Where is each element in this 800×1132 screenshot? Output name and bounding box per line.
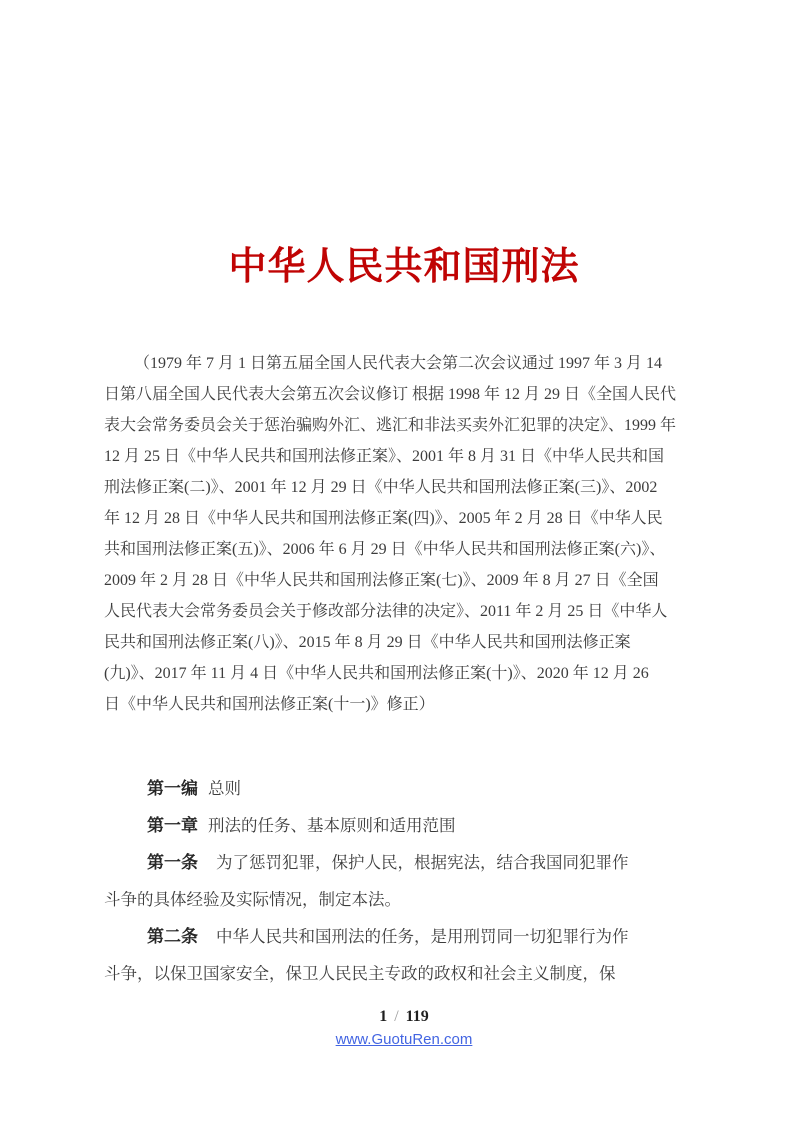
part-heading-text: 总则 (208, 779, 241, 798)
preamble-line: 12 月 25 日《中华人民共和国刑法修正案》、2001 年 8 月 31 日《中华人民共和国 (104, 448, 665, 465)
chapter-heading-text: 刑法的任务、基本原则和适用范围 (208, 816, 456, 835)
preamble-line: 年 12 月 28 日《中华人民共和国刑法修正案(四)》、2005 年 2 月 28 日《中华人民 (104, 510, 663, 527)
preamble-line: 民共和国刑法修正案(八)》、2015 年 8 月 29 日《中华人民共和国刑法修正案 (104, 634, 631, 651)
total-page-count: 119 (405, 1008, 429, 1025)
preamble-line: （1979 年 7 月 1 日第五届全国人民代表大会第二次会议通过 1997 年 3 月 14 (134, 355, 663, 372)
article-2-line-2 (104, 955, 704, 992)
preamble-line: 表大会常务委员会关于惩治骗购外汇、逃汇和非法买卖外汇犯罪的决定》、1999 年 (104, 417, 677, 434)
page-number-indicator (104, 1005, 704, 1029)
preamble-line: (九)》、2017 年 11 月 4 日《中华人民共和国刑法修正案(十)》、2020 年 12 月 26 (104, 665, 649, 682)
article-2-line-1 (104, 918, 704, 955)
current-page-number: 1 (379, 1008, 388, 1025)
preamble-line: 2009 年 2 月 28 日《中华人民共和国刑法修正案(七)》、2009 年 8 月 27 日《全国 (104, 572, 659, 589)
page-title: 中华人民共和国刑法 (228, 246, 580, 288)
article-1-line-1 (104, 844, 704, 881)
article-1-text-continued: 斗争的具体经验及实际情况，制定本法。 (104, 890, 401, 909)
page-footer (104, 1005, 704, 1051)
preamble-line: 日第八届全国人民代表大会第五次会议修订 根据 1998 年 12 月 29 日《全国人民代 (104, 386, 677, 403)
article-2-text-continued: 斗争，以保卫国家安全，保卫人民民主专政的政权和社会主义制度，保 (104, 964, 616, 983)
preamble-paragraph (104, 348, 704, 720)
article-2-label: 第二条 (147, 927, 198, 946)
preamble-line: 刑法修正案(二)》、2001 年 12 月 29 日《中华人民共和国刑法修正案(三)》、2002 (104, 479, 658, 496)
page-number-separator: / (394, 1008, 399, 1025)
law-body (104, 770, 704, 992)
part-heading (104, 770, 704, 807)
article-1-text: 为了惩罚犯罪，保护人民，根据宪法，结合我国同犯罪作 (216, 853, 629, 872)
footer-link-row (104, 1029, 704, 1051)
article-2-text: 中华人民共和国刑法的任务，是用刑罚同一切犯罪行为作 (216, 927, 629, 946)
preamble-line: 日《中华人民共和国刑法修正案(十一)》修正） (104, 696, 435, 713)
preamble-line: 共和国刑法修正案(五)》、2006 年 6 月 29 日《中华人民共和国刑法修正案(六)》、 (104, 541, 666, 558)
chapter-heading (104, 807, 704, 844)
article-1-label: 第一条 (147, 853, 198, 872)
article-1-line-2 (104, 881, 704, 918)
website-link[interactable]: www.GuotuRen.com (335, 1031, 473, 1048)
chapter-heading-label: 第一章 (147, 816, 198, 835)
preamble-line: 人民代表大会常务委员会关于修改部分法律的决定》、2011 年 2 月 25 日《中华人 (104, 603, 668, 620)
part-heading-label: 第一编 (147, 779, 198, 798)
